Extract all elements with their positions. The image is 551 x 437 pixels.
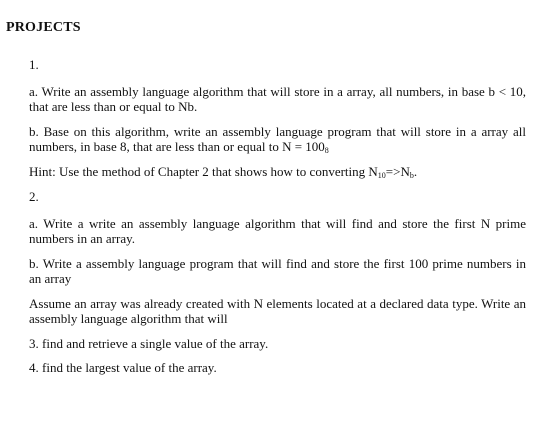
section-2-item-4: 4. find the largest value of the array. — [29, 360, 217, 375]
section-1-item-a: a. Write an assembly language algorithm that will store in a array, all numbers, in base b < 10, that are less than or equal to Nb. — [29, 84, 526, 114]
hint-arrow: =>N — [385, 164, 410, 179]
hint-subscript-10: 10 — [377, 171, 386, 180]
hint-prefix: Hint: Use the method of Chapter 2 that shows how to converting N — [29, 164, 378, 179]
section-2-number: 2. — [29, 189, 39, 204]
hint-subscript-b: b — [409, 171, 414, 180]
section-1-item-b-text: b. Base on this algorithm, write an assembly language program that will store in a array all numbers, in base 8, that are less than or equal to N = 100 — [29, 124, 526, 154]
section-1-item-b — [29, 124, 526, 154]
section-2-assumption: Assume an array was already created with N elements located at a declared data type. Write an assembly language algorithm that will — [29, 296, 526, 326]
page-heading: PROJECTS — [6, 20, 81, 35]
section-1-number: 1. — [29, 57, 39, 72]
section-1-item-b-subscript: 8 — [324, 146, 329, 155]
section-2-item-b: b. Write a assembly language program that will find and store the first 100 prime numbers in an array — [29, 256, 526, 286]
section-1-hint — [29, 164, 526, 179]
hint-end: . — [413, 164, 418, 179]
document-body — [29, 57, 526, 384]
section-2-item-3: 3. find and retrieve a single value of the array. — [29, 336, 269, 351]
section-2-item-a: a. Write a write an assembly language algorithm that will find and store the first N prime numbers in an array. — [29, 216, 526, 246]
